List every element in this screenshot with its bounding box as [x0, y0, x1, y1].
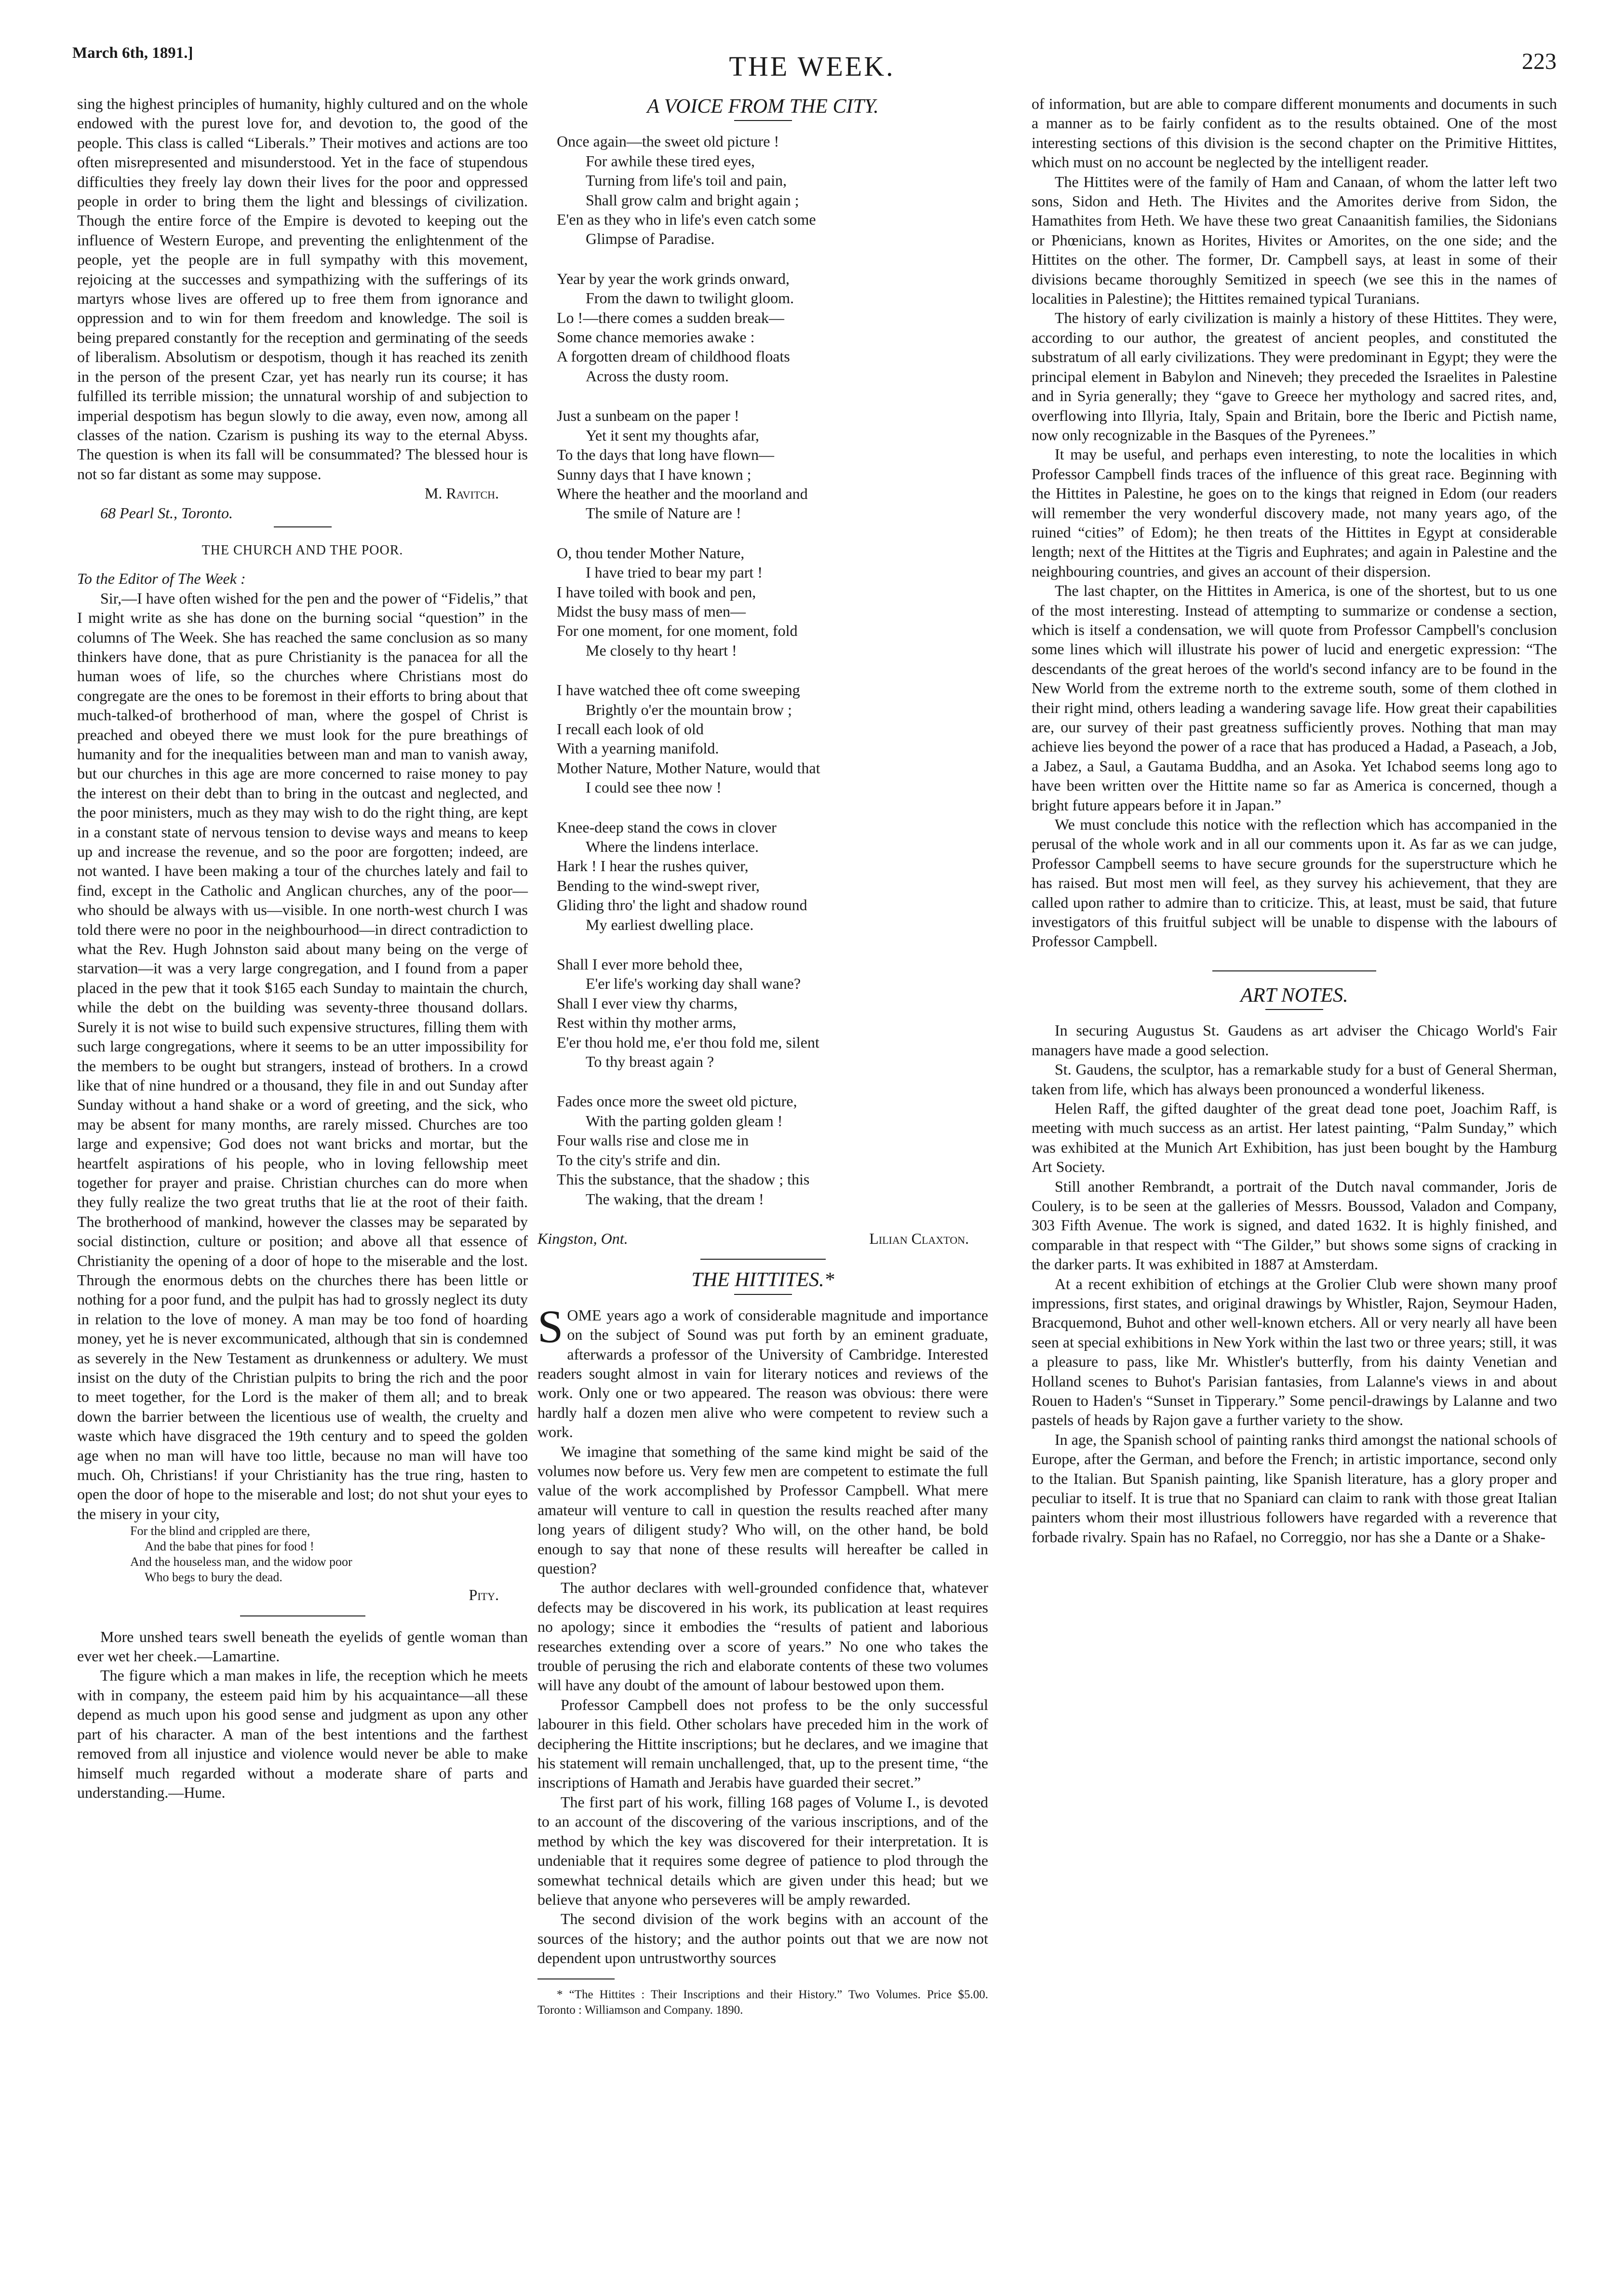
poem-line: Midst the busy mass of men—: [557, 602, 746, 620]
hittites-paragraph: The Hittites were of the family of Ham and Canaan, of whom the latter left two sons, Sidon and Heth. The Hivites and the Amorites derive from Sidon, the Hamathites from Heth. We have these two great Canaanitish families, the Sidonians or Phœnicians, known as Horites, Hivites or Amorites, on the one side; and the Hittites on the other. The former, Dr. Campbell says, at least in some of their divisions became thoroughly Semitized in speech (we see this in the names of localities in Palestine); the Hittites remained typical Turanians.: [1032, 173, 1557, 308]
poem-line: To thy breast again ?: [586, 1053, 714, 1071]
poem-line: The smile of Nature are !: [586, 504, 741, 522]
page-header: [0, 0, 1624, 82]
hittites-first-text: OME years ago a work of considerable magnitude and importance on the subject of Sound was put forth by an eminent graduate, afterwards a professor of the University of Cambridge. Interested readers sought almost in vain for literary notices and reviews of the work. Only one or two appeared. The reason was obvious: there were hardly half a dozen men alive who were competent to review such a work.: [537, 1306, 988, 1441]
poem-title: A VOICE FROM THE CITY.: [647, 95, 879, 118]
masthead-title: THE WEEK.: [729, 51, 895, 82]
hittites-paragraph: We imagine that something of the same kind might be said of the volumes now before us. Very few men are competent to estimate the full value of the work accomplished by Professor Campbell. What mere amateur will venture to call in question the results reached after many long years of diligent study? Who will, on the other hand, be bold enough to say that none of these results will hereafter be called in question?: [537, 1442, 988, 1577]
poem-author: Lilian Claxton.: [869, 1229, 969, 1247]
poem-place: Kingston, Ont.: [537, 1229, 628, 1247]
column-left: [77, 94, 528, 1802]
hittites-paragraph: of information, but are able to compare different monuments and documents in such a manner as to be fairly confident as to the results obtained. One of the most interesting sections of this division is the second chapter on the Primitive Hittites, which must on no account be neglected by the intelligent reader.: [1032, 95, 1557, 171]
czar-address: 68 Pearl St., Toronto.: [100, 504, 233, 522]
poem-line: Some chance memories awake :: [557, 328, 755, 346]
poem-line: Hark ! I hear the rushes quiver,: [557, 857, 749, 875]
czar-signature: M. Ravitch.: [424, 485, 499, 502]
poem-line: Shall grow calm and bright again ;: [586, 191, 799, 209]
poem-line: Yet it sent my thoughts afar,: [586, 426, 759, 444]
art-paragraph: In securing Augustus St. Gaudens as art adviser the Chicago World's Fair managers have made a good selection.: [1032, 1022, 1557, 1059]
poem-line: From the dawn to twilight gloom.: [586, 289, 794, 307]
poem-line: Where the lindens interlace.: [586, 838, 759, 855]
poem-stanza: [557, 680, 988, 797]
art-paragraph: Still another Rembrandt, a portrait of the Dutch naval commander, Joris de Coulery, is to be seen at the galleries of Messrs. Boussod, Valadon and Company, 303 Fifth Avenue. The work is signed, and dated 1632. It is highly finished, and comparable in that respect with “The Gilder,” but shows some signs of cracking in the darker parts. It was exhibited in 1887 at Amsterdam.: [1032, 1177, 1557, 1273]
poem-line: E'en as they who in life's even catch some: [557, 211, 816, 229]
verse-line: And the babe that pines for food !: [145, 1539, 314, 1554]
poem-line: This the substance, that the shadow ; this: [557, 1171, 810, 1188]
poem-line: Lo !—there comes a sudden break—: [557, 309, 784, 326]
poem-byline: [537, 1229, 988, 1248]
poem-stanza: [557, 269, 988, 386]
czar-paragraph: sing the highest principles of humanity, highly cultured and on the whole endowed with the purest love for, and devotion to, the good of the people. This class is called “Liberals.” Their motives and actions are too often misrepresented and misunderstood. Yet in the face of stupendous difficulties they freely lay down their lives for the poor and oppressed people in order to bring them the light and blessings of civilization. Though the entire force of the Empire is devoted to keeping out the influence of Western Europe, and preventing the enlightenment of the people, yet the people are in full sympathy with this movement, rejoicing at the successes and sympathizing with the sufferings of its martyrs whose lives are offered up to free them from ignorance and oppression and to win for them freedom and knowledge. The soil is being prepared constantly for the reception and germinating of the seeds of liberalism. Absolutism or despotism, though it has reached its zenith in the person of the present Czar, yet has nearly run its course; it has fulfilled its terrible mission; the unnatural worship of and subjection to imperial despotism has begun slowly to die away, even now, among all classes of the nation. Czarism is pushing its way to the eternal Abyss. The question is when its fall will be consummated? The blessed hour is not so far distant as some may suppose.: [77, 95, 528, 483]
poem-line: Gliding thro' the light and shadow round: [557, 896, 807, 914]
poem-line: Year by year the work grinds onward,: [557, 269, 790, 287]
poem-line: Shall I ever view thy charms,: [557, 994, 738, 1012]
poem-line: A forgotten dream of childhood floats: [557, 348, 790, 365]
poem-line: Sunny days that I have known ;: [557, 465, 752, 483]
hittites-paragraph: The first part of his work, filling 168 pages of Volume I., is devoted to an account of the discovering of the various inscriptions, and of the method by which the key was discovered for their interpretation. It is undeniable that it requires some degree of patience to plod through the somewhat technical details which are given under this head; but we believe that anyone who perseveres will be amply rewarded.: [537, 1793, 988, 1908]
hittites-paragraph: We must conclude this notice with the reflection which has accompanied in the perusal of the whole work and in all our comments upon it. As far as we can judge, Professor Campbell seems to have secure grounds for the superstructure which he has raised. But most men will feel, as they survey his achievement, that they are called upon rather to admire than to criticize. This, at least, must be said, that future investigators of this fruitful subject will be unable to dispense with the labours of Professor Campbell.: [1032, 816, 1557, 950]
poem-line: Shall I ever more behold thee,: [557, 956, 743, 973]
poem-stanza: [557, 406, 988, 523]
art-paragraph: In age, the Spanish school of painting ranks third amongst the national schools of Europe, after the German, and before the French; in artistic importance, second only to the Italian. But Spanish painting, like Spanish literature, has a glory proper and peculiar to itself. It is true that no Spaniard can claim to rank with those great Italian painters whom their most illustrious followers have regarded with a reverence that forbade rivalry. Spain has no Rafael, no Correggio, nor has she a Dante or a Shake-: [1032, 1430, 1557, 1546]
divider: [274, 526, 332, 527]
poem-stanza: [557, 543, 988, 660]
poem-line: Brightly o'er the mountain brow ;: [586, 700, 792, 718]
poem-line: Just a sunbeam on the paper !: [557, 407, 739, 425]
poem-line: I could see thee now !: [586, 779, 722, 796]
church-salutation: To the Editor of The Week :: [77, 570, 246, 588]
quote-paragraph: More unshed tears swell beneath the eyelids of gentle woman than ever wet her cheek.—Lamartine.: [77, 1628, 528, 1665]
czar-letter: [77, 94, 528, 523]
poem-body: [537, 132, 988, 1209]
poem-line: I have tried to bear my part !: [586, 564, 763, 581]
verse-line: For the blind and crippled are there,: [130, 1524, 310, 1538]
column-middle: [537, 94, 988, 2018]
hittites-paragraph: The history of early civilization is mainly a history of these Hittites. They were, according to our author, the greatest of ancient peoples, and constituted the substratum of all early civilizations. They were predominant in Egypt; they were the principal element in Babylon and Nineveh; they preceded the Israelites in Palestine and in Syria generally; they “gave to Greece her mythology and sacred rites, and, overflowing into Illyria, Italy, Spain and Britain, bore the Iberic and Pictish name, now only recognizable in the Basques of the Pyrenees.”: [1032, 309, 1557, 444]
hittites-paragraph: The last chapter, on the Hittites in America, is one of the shortest, but to us one of the most interesting. Instead of attempting to summarize or condense a section, which is itself a condensation, we will quote from Professor Campbell's conclusion some lines which will illustrate his power of lucid and energetic expression: “The descendants of the great heroes of the world's second infancy are to be found in the New World from the extreme north to the extreme south, some of them clothed in their right mind, others leading a wandering savage life. How great their capabilities are, our survey of their past greatness sufficiently proves. Nothing that man may achieve lies beyond the power of a race that has produced a Hadad, a Paseach, a Job, a Jabez, a Saul, a Gautama Buddha, and an Asoka. Yet Ichabod seems long ago to have been written over the Hittite name so far as America is concerned, though a bright future appears before it in Japan.”: [1032, 582, 1557, 814]
art-paragraph: At a recent exhibition of etchings at the Grolier Club were shown many proof impressions, first states, and original drawings by Whistler, Rajon, Seymour Haden, Bracquemond, Buhot and other well-known etchers. All or very nearly all have been seen at special exhibitions in New York within the last two or three years; still, it was a pleasure to pass, like Mr. Whistler's butterfly, from his dainty Venetian and Holland scenes to Buhot's Parisian fantasies, from Lalanne's views in and about Rouen to Haden's “Sunset in Tipperary.” Some pencil-drawings by Lalanne and two pastels of heads by Rajon gave a further variety to the show.: [1032, 1275, 1557, 1429]
issue-date: March 6th, 1891.]: [72, 44, 193, 62]
column-right: [1032, 94, 1557, 1547]
poem-line: For awhile these tired eyes,: [586, 152, 755, 170]
church-paragraph: Sir,—I have often wished for the pen and the power of “Fidelis,” that I might write as she has done on the burning social “question” in the columns of The Week. She has reached the same conclusion as so many thinkers have done, that as pure Christianity is the panacea for all the human woes of life, so the churches where Christians most do congregate are the ones to be foremost in their efforts to bring about that much-talked-of brotherhood of man, where the gospel of Christ is preached and obeyed there we must look for the pure breathings of humanity and for the inequalities between man and man to vanish away, but our churches in this age are more concerned to raise money to pay the interest on their debt than to bring in the outcast and neglected, and the poor ministers, much as they may wish to do the right thing, are kept in a constant state of nervous tension to devise ways and means to keep up and increase the revenue, and so the poor are forgotten; indeed, are not wanted. I have been making a tour of the churches lately and fail to find, except in the Catholic and Anglican churches, any of the poor—who should be always with us—visible. In one north-west church I was told there were no poor in the neighbourhood—in direct contradiction to what the Rev. Hugh Johnston said about many being on the verge of starvation—it was a very large congregation, and I found from a paper placed in the pew that it took $165 each Sunday to maintain the church, while the debt on the building was seventy-three thousand dollars. Surely it is not wise to build such expensive structures, filling them with such large congregations, where it seems to be an utter impossibility for the members to be ought but strangers, instead of brothers. In a crowd like that of nine hundred or a thousand, they file in and out Sunday after Sunday without a hand shake or a word of greeting, and the sick, who may be absent for many months, are rarely missed. Churches are too large and expensive; God does not want bricks and mortar, but the heartfelt aspirations of his people, who in loving fellowship meet together for prayer and praise. Christian churches can do more when they fully realize the two great truths that lie at the root of their faith. The brotherhood of mankind, however the classes may be separated by social distinction, culture or position; and above all that essence of Christianity the opening of a door of hope to the miserable and the lost. Through the enormous debts on the churches there has been little or nothing for a poor fund, and the pulpit has had to grossly neglect its duty in relation to the love of money. A man may be too fond of hoarding money, yet he is never excommunicated, although that sin is condemned as severely in the New Testament as drunkenness or adultery. We must insist on the duty of the Christian pulpits to bring the rich and the poor to meet together, for the Lord is the maker of them all; and to break down the barrier between the licentious use of wealth, the cruelty and waste which have disgraced the 19th century and to speed the golden age when no man will have too little, because no man will have too much. Oh, Christians! if your Christianity has the true ring, hasten to open the door of hope to the miserable and lost; do not shut your eyes to the misery in your city,: [77, 589, 528, 1522]
church-heading: THE CHURCH AND THE POOR.: [201, 542, 403, 558]
divider: [734, 120, 792, 121]
art-paragraph: Helen Raff, the gifted daughter of the great dead tone poet, Joachim Raff, is meeting with much success as an artist. Her latest painting, “Palm Sunday,” which was exhibited at the Munich Art Exhibition, has just been bought by the Hamburg Art Society.: [1032, 1099, 1557, 1176]
hittites-paragraph: The second division of the work begins with an account of the sources of the history; and the author points out that we are now not dependent upon untrustworthy sources: [537, 1910, 988, 1967]
poem-line: Bending to the wind-swept river,: [557, 876, 760, 894]
poem-line: Me closely to thy heart !: [586, 641, 737, 659]
poem-line: My earliest dwelling place.: [586, 915, 754, 933]
poem-line: The waking, that the dream !: [586, 1190, 764, 1208]
poem-line: For one moment, for one moment, fold: [557, 622, 798, 640]
hittites-paragraph: [537, 1300, 988, 1442]
poem-line: I recall each look of old: [557, 720, 704, 738]
poem-line: Where the heather and the moorland and: [557, 485, 808, 502]
poem-line: Glimpse of Paradise.: [586, 230, 715, 248]
poem-line: E'er life's working day shall wane?: [586, 975, 801, 993]
poem-line: I have watched thee oft come sweeping: [557, 681, 800, 699]
poem-stanza: [557, 818, 988, 934]
poem-line: E'er thou hold me, e'er thou fold me, silent: [557, 1033, 819, 1051]
poem-line: Once again—the sweet old picture !: [557, 133, 779, 150]
hittites-paragraph: Professor Campbell does not profess to be the only successful labourer in this field. Other scholars have preceded him in the work of deciphering the Hittite inscriptions; but he declares, and we imagine that his statement will remain unchallenged, that, up to the present time, “the inscriptions of Hamath and Jerabis have guarded their secret.”: [537, 1696, 988, 1791]
poem-line: O, thou tender Mother Nature,: [557, 544, 745, 562]
church-signature: Pity.: [469, 1586, 499, 1604]
poem-line: I have toiled with book and pen,: [557, 583, 756, 601]
hittites-paragraph: The author declares with well-grounded confidence that, whatever defects may be discovered in his work, its publication at least requires no apology; since it embodies the “results of patient and laborious researches extending over a score of years.” No one who takes the trouble of perusing the rich and elaborate contents of these two volumes will have any doubt of the amount of labour bestowed upon them.: [537, 1579, 988, 1694]
hittites-title: THE HITTITES.*: [691, 1269, 834, 1292]
verse-line: Who begs to bury the dead.: [145, 1570, 282, 1585]
poem-line: Mother Nature, Mother Nature, would that: [557, 759, 820, 777]
divider: [1265, 1009, 1323, 1010]
hittites-paragraph: It may be useful, and perhaps even interesting, to note the localities in which Professor Campbell finds traces of the influence of this great race. Beginning with the Hittites in Palestine, he goes on to the kings that reigned in Edom (our readers will remember the very wonderful discovery made, not many years ago, of the ruined “cities” of Edom); he then treats of the Hittites in Egypt at considerable length; next of the Hittites at the Tigris and Euphrates; and again in Palestine and the neighbouring countries, and gives an account of their dispersion.: [1032, 445, 1557, 580]
poem-line: To the days that long have flown—: [557, 446, 774, 464]
poem-line: To the city's strife and din.: [557, 1151, 721, 1169]
divider: [734, 1294, 792, 1295]
hittites-footnote: * “The Hittites : Their Inscriptions and their History.” Two Volumes. Price $5.00. Toronto : Williamson and Company. 1890.: [537, 1988, 988, 2017]
footnote-rule: [537, 1978, 615, 1979]
poem-line: Rest within thy mother arms,: [557, 1014, 737, 1032]
quote-paragraph: The figure which a man makes in life, the reception which he meets with in company, the esteem paid him by his acquaintance—all these depend as much upon his good sense and judgment as upon any other part of his character. A man of the best intentions and the farthest removed from all injustice and violence would never be able to make himself much regarded without a moderate share of parts and understanding.—Hume.: [77, 1667, 528, 1801]
poem-line: With a yearning manifold.: [557, 740, 719, 757]
poem-stanza: [557, 132, 988, 248]
poem-line: Knee-deep stand the cows in clover: [557, 818, 777, 836]
divider: [700, 1259, 826, 1260]
art-paragraph: St. Gaudens, the sculptor, has a remarkable study for a bust of General Sherman, taken from life, which has always been pronounced a wonderful likeness.: [1032, 1061, 1557, 1098]
drop-cap: S: [537, 1300, 564, 1352]
church-verse: [77, 1523, 528, 1585]
divider: [240, 1615, 365, 1616]
poem-line: With the parting golden gleam !: [586, 1112, 783, 1130]
poem-stanza: [557, 1091, 988, 1208]
poem-line: Four walls rise and close me in: [557, 1131, 749, 1149]
poem-stanza: [557, 955, 988, 1071]
divider: [1212, 970, 1376, 971]
page-number: 223: [1522, 49, 1557, 74]
poem-line: Fades once more the sweet old picture,: [557, 1092, 797, 1110]
verse-line: And the houseless man, and the widow poor: [130, 1555, 352, 1569]
art-notes-title: ART NOTES.: [1240, 984, 1348, 1007]
poem-line: Turning from life's toil and pain,: [586, 172, 787, 189]
poem-line: Across the dusty room.: [586, 367, 729, 385]
